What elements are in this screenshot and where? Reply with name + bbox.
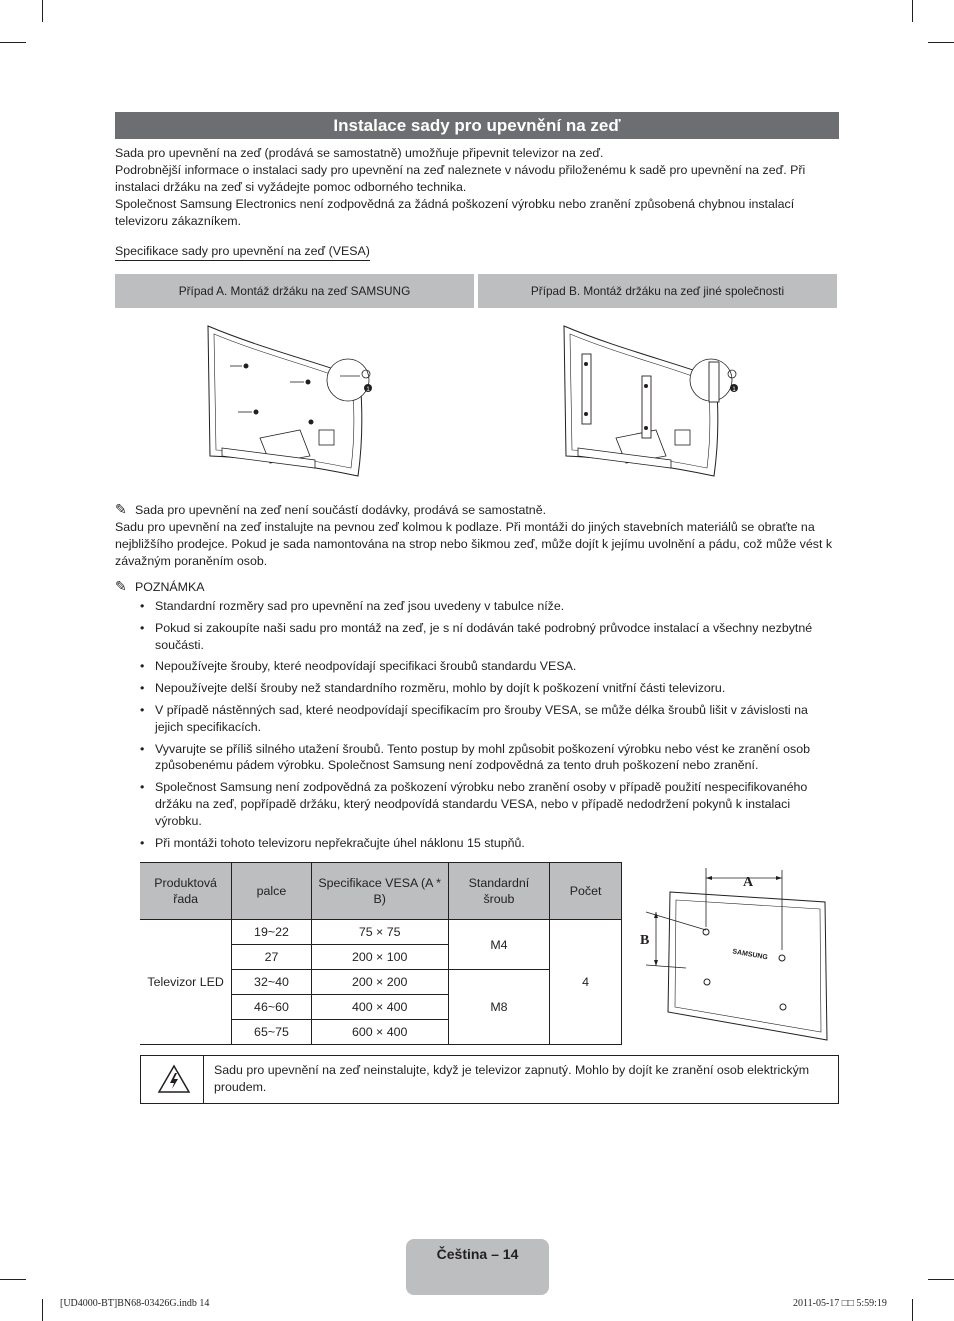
intro-paragraph: Podrobnější informace o instalaci sady pro upevnění na zeď naleznete v návodu přiloženému k sadě pro upevnění na zeď. Při instalaci držáku na zeď si vyžádejte pomoc odborného technika. bbox=[115, 163, 806, 194]
crop-mark bbox=[42, 0, 43, 22]
vesa-cell: 400 × 400 bbox=[311, 995, 448, 1020]
divider bbox=[203, 1056, 204, 1103]
table-row bbox=[140, 920, 622, 945]
inches-cell: 46~60 bbox=[232, 995, 311, 1020]
footer-timestamp: 2011-05-17 □□ 5:59:19 bbox=[793, 1298, 887, 1309]
tv-back-diagram-case-a bbox=[200, 318, 405, 483]
crop-mark bbox=[912, 0, 913, 22]
list-item: • Vyvarujte se příliš silného utažení šroubů. Tento postup by mohl způsobit poškození výrobku nebo vést ke zranění osob způsobenému pádem výrobku. Společnost Samsung není zodpovědná za tento druh poškození nebo zranění. bbox=[115, 741, 839, 775]
table-header: Standardní šroub bbox=[448, 863, 550, 920]
spec-subheading: Specifikace sady pro upevnění na zeď (VESA) bbox=[115, 244, 370, 261]
intro-text bbox=[115, 145, 839, 230]
pencil-icon: ✎ bbox=[115, 501, 127, 517]
case-b-header: Případ B. Montáž držáku na zeď jiné společnosti bbox=[478, 274, 837, 308]
inches-cell: 32~40 bbox=[232, 970, 311, 995]
footer-filename: [UD4000-BT]BN68-03426G.indb 14 bbox=[60, 1298, 210, 1309]
vesa-cell: 75 × 75 bbox=[311, 920, 448, 945]
vesa-cell: 600 × 400 bbox=[311, 1020, 448, 1045]
intro-paragraph: Společnost Samsung Electronics není zodpovědná za žádná poškození výrobku nebo zranění způsobená chybnou instalací televizoru zákazníkem. bbox=[115, 197, 795, 228]
vesa-spec-table bbox=[140, 862, 622, 1045]
count-cell: 4 bbox=[550, 920, 622, 1045]
tv-back-diagram-case-b bbox=[556, 318, 766, 483]
list-item: • Standardní rozměry sad pro upevnění na zeď jsou uvedeny v tabulce níže. bbox=[115, 598, 839, 615]
vesa-dimension-diagram bbox=[630, 862, 835, 1042]
note-heading bbox=[115, 578, 839, 596]
page-number: Čeština – 14 bbox=[406, 1239, 549, 1295]
warning-box bbox=[140, 1055, 839, 1104]
electric-shock-warning-icon bbox=[157, 1064, 191, 1099]
crop-mark bbox=[928, 1279, 954, 1280]
screw-cell: M8 bbox=[448, 970, 550, 1045]
kit-note bbox=[115, 501, 839, 519]
pencil-icon: ✎ bbox=[115, 578, 127, 594]
note-label: POZNÁMKA bbox=[135, 580, 205, 594]
list-item: • Společnost Samsung není zodpovědná za poškození výrobku nebo zranění osoby v případě použití nespecifikovaného držáku na zeď, popřípadě držáku, který neodpovídá standardu VESA, nebo v případě nedodržení pokynů k instalaci výrobku. bbox=[115, 779, 839, 829]
warning-text: Sadu pro upevnění na zeď neinstalujte, když je televizor zapnutý. Mohlo by dojít ke zranění osob elektrickým proudem. bbox=[214, 1063, 810, 1094]
marker-label: 1 bbox=[366, 387, 370, 393]
screw-cell: M4 bbox=[448, 920, 550, 970]
inches-cell: 65~75 bbox=[232, 1020, 311, 1045]
dimension-b-label: B bbox=[640, 933, 650, 948]
crop-mark bbox=[42, 1299, 43, 1321]
dimension-a-label: A bbox=[743, 875, 754, 890]
crop-mark bbox=[928, 42, 954, 43]
section-title: Instalace sady pro upevnění na zeď bbox=[115, 112, 839, 139]
table-header: Produktová řada bbox=[140, 863, 232, 920]
vesa-cell: 200 × 200 bbox=[311, 970, 448, 995]
crop-mark bbox=[0, 1279, 26, 1280]
list-item: • Nepoužívejte šrouby, které neodpovídají specifikaci šroubů standardu VESA. bbox=[115, 658, 839, 675]
crop-mark bbox=[0, 42, 26, 43]
intro-paragraph: Sada pro upevnění na zeď (prodává se samostatně) umožňuje připevnit televizor na zeď. bbox=[115, 146, 604, 160]
kit-note-text: Sada pro upevnění na zeď není součástí dodávky, prodává se samostatně. bbox=[135, 503, 547, 517]
product-line-cell: Televizor LED bbox=[140, 920, 232, 1045]
inches-cell: 27 bbox=[232, 945, 311, 970]
table-header: Specifikace VESA (A * B) bbox=[311, 863, 448, 920]
table-header: palce bbox=[232, 863, 311, 920]
list-item: • V případě nástěnných sad, které neodpovídají specifikacím pro šrouby VESA, se může délka šroubů lišit v závislosti na jejich specifikacích. bbox=[115, 702, 839, 736]
brand-label: SAMSUNG bbox=[731, 948, 769, 962]
marker-label: 1 bbox=[732, 387, 736, 393]
list-item: • Při montáži tohoto televizoru nepřekračujte úhel náklonu 15 stupňů. bbox=[115, 835, 839, 852]
table-header: Počet bbox=[550, 863, 622, 920]
list-item: • Nepoužívejte delší šrouby než standardního rozměru, mohlo by dojít k poškození vnitřní části televizoru. bbox=[115, 680, 839, 697]
case-a-header: Případ A. Montáž držáku na zeď SAMSUNG bbox=[115, 274, 474, 308]
install-text: Sadu pro upevnění na zeď instalujte na pevnou zeď kolmou k podlaze. Při montáži do jiných stavebních materiálů se obraťte na nejbližšího prodejce. Pokud je sada namontována na strop nebo šikmou zeď, může dojít k jejímu uvolnění a pádu, což může vést k závažným poraněním osob. bbox=[115, 520, 833, 568]
table-header-row bbox=[140, 863, 622, 920]
inches-cell: 19~22 bbox=[232, 920, 311, 945]
list-item: • Pokud si zakoupíte naši sadu pro montáž na zeď, je s ní dodáván také podrobný průvodce instalací a všechny nezbytné součásti. bbox=[115, 620, 839, 654]
vesa-cell: 200 × 100 bbox=[311, 945, 448, 970]
crop-mark bbox=[912, 1299, 913, 1321]
note-list bbox=[115, 598, 839, 856]
